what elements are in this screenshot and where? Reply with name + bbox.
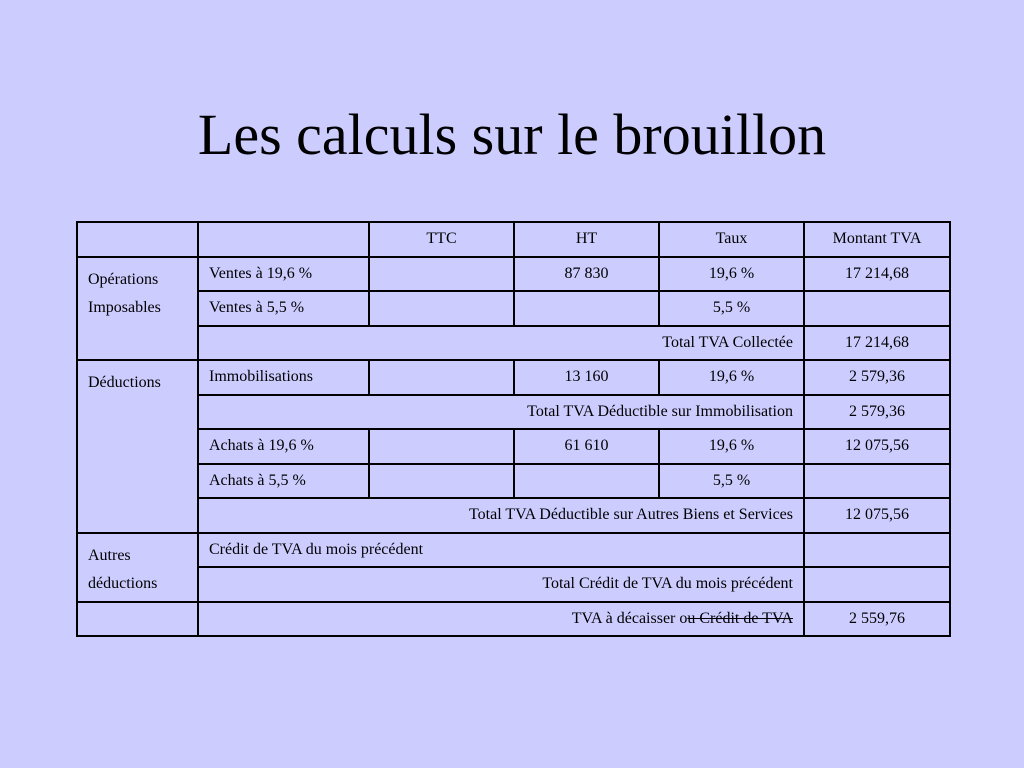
header-cell-taux: Taux <box>659 222 804 257</box>
montant-tva-cell: 2 579,36 <box>804 395 950 430</box>
ttc-cell <box>369 360 514 395</box>
ht-cell: 61 610 <box>514 429 659 464</box>
header-cell-ht: HT <box>514 222 659 257</box>
final-label-text: TVA à décaisser o <box>571 609 688 627</box>
montant-tva-cell <box>804 464 950 499</box>
vat-calculation-table <box>76 221 951 637</box>
montant-tva-cell: 17 214,68 <box>804 257 950 292</box>
montant-tva-cell: 2 559,76 <box>804 602 950 637</box>
montant-tva-cell <box>804 291 950 326</box>
table-row <box>77 429 950 464</box>
slide-title: Les calculs sur le brouillon <box>197 102 827 167</box>
group-cell-autres-deductions <box>77 533 198 602</box>
row-label: Immobilisations <box>198 360 369 395</box>
total-label: Total TVA Collectée <box>198 326 804 361</box>
ht-cell: 13 160 <box>514 360 659 395</box>
group-label-line: Déductions <box>88 374 161 391</box>
taux-cell: 19,6 % <box>659 429 804 464</box>
table-row <box>77 360 950 395</box>
group-label-line: Opérations <box>88 270 159 288</box>
header-row <box>77 222 950 257</box>
ttc-cell <box>369 429 514 464</box>
row-label: Crédit de TVA du mois précédent <box>198 533 804 568</box>
montant-tva-cell <box>804 533 950 568</box>
final-label <box>198 602 804 637</box>
empty-group-cell <box>77 602 198 637</box>
group-label-line: Imposables <box>88 298 161 316</box>
header-cell-ttc: TTC <box>369 222 514 257</box>
ht-cell: 87 830 <box>514 257 659 292</box>
table-row <box>77 533 950 568</box>
row-label: Achats à 19,6 % <box>198 429 369 464</box>
ht-cell <box>514 464 659 499</box>
total-row <box>77 395 950 430</box>
group-label-line: déductions <box>88 574 158 592</box>
total-label: Total TVA Déductible sur Immobilisation <box>198 395 804 430</box>
ttc-cell <box>369 291 514 326</box>
table-row <box>77 291 950 326</box>
row-label: Achats à 5,5 % <box>198 464 369 499</box>
ttc-cell <box>369 464 514 499</box>
taux-cell: 19,6 % <box>659 257 804 292</box>
total-row <box>77 498 950 533</box>
montant-tva-cell: 12 075,56 <box>804 429 950 464</box>
total-row <box>77 326 950 361</box>
ttc-cell <box>369 257 514 292</box>
table-row <box>77 257 950 292</box>
struck-text: u Crédit de TVA <box>687 609 793 627</box>
total-label: Total Crédit de TVA du mois précédent <box>198 567 804 602</box>
total-row <box>77 567 950 602</box>
row-label: Ventes à 5,5 % <box>198 291 369 326</box>
final-row <box>77 602 950 637</box>
group-label-line: Autres <box>88 546 131 564</box>
header-cell-label <box>198 222 369 257</box>
taux-cell: 5,5 % <box>659 291 804 326</box>
group-cell-deductions <box>77 360 198 533</box>
header-cell-group <box>77 222 198 257</box>
table-row <box>77 464 950 499</box>
taux-cell: 5,5 % <box>659 464 804 499</box>
group-cell-operations <box>77 257 198 361</box>
taux-cell: 19,6 % <box>659 360 804 395</box>
montant-tva-cell: 12 075,56 <box>804 498 950 533</box>
total-label: Total TVA Déductible sur Autres Biens et Services <box>198 498 804 533</box>
montant-tva-cell <box>804 567 950 602</box>
montant-tva-cell: 2 579,36 <box>804 360 950 395</box>
header-cell-montant-tva: Montant TVA <box>804 222 950 257</box>
row-label: Ventes à 19,6 % <box>198 257 369 292</box>
ht-cell <box>514 291 659 326</box>
montant-tva-cell: 17 214,68 <box>804 326 950 361</box>
